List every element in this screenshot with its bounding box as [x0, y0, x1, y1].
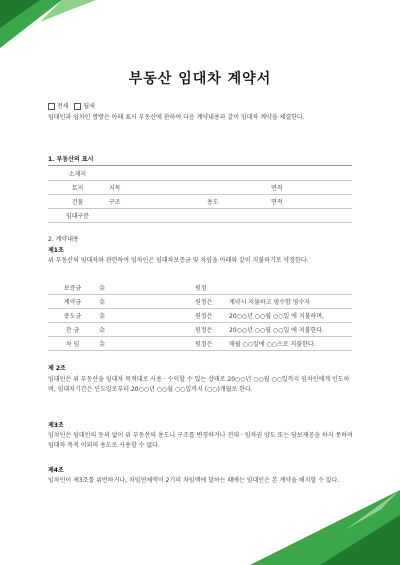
section1-divider [48, 165, 352, 166]
land-type-value[interactable] [141, 181, 269, 195]
payment-table [48, 281, 352, 351]
building-area-label: 면적 [269, 195, 313, 209]
jeonse-label: 전세 [57, 103, 69, 110]
payment-row-balance [48, 323, 352, 337]
top-left-green-decoration [0, 0, 400, 60]
payment-won: 원정은 [193, 337, 227, 351]
payment-won: 원정은 [193, 309, 227, 323]
land-area-value[interactable] [313, 181, 352, 195]
section1-heading: 1. 부동산의 표시 [48, 156, 94, 163]
article2-text: 임대인은 위 부동산을 임대차 목적대로 사용 · 수익할 수 있는 상태로 20○○년 ○○월 ○○일까지 임차인에게 인도하며, 임대차기간은 인도일로부터 20○○년 ○○월 ○○일까지 (○○)개월로 한다. [48, 376, 350, 393]
payment-row-down-payment [48, 295, 352, 309]
contract-type-options [48, 102, 95, 111]
rent-part-value[interactable] [107, 209, 352, 223]
rent-part-label: 임대구분 [48, 209, 107, 223]
payment-currency: 金 [97, 295, 193, 309]
building-label: 건물 [48, 195, 107, 209]
payment-label: 중도금 [48, 309, 97, 323]
payment-note[interactable]: 매월 ○○일에 ○○으로 지불한다. [227, 337, 352, 351]
structure-value[interactable] [141, 195, 205, 209]
payment-note[interactable] [227, 281, 352, 295]
article1-text: 위 부동산의 임대차와 관련하여 임차인은 임대차보증금 및 차임을 아래와 같이 지불하기로 약정한다. [48, 257, 309, 264]
property-table [48, 167, 352, 223]
payment-currency: 金 [97, 309, 193, 323]
payment-currency: 金 [97, 323, 193, 337]
payment-label: 계약금 [48, 295, 97, 309]
article3-text: 임차인은 임대인의 동의 없이 위 부동산의 용도나 구조를 변경하거나 전대 · 임차권 양도 또는 담보제공을 하지 못하며 임대차 목적 이외의 용도로 사용할 수 없다. [48, 432, 353, 449]
payment-label: 잔 금 [48, 323, 97, 337]
article4-text: 임차인이 제3조를 위반하거나, 차임연체액이 2기의 차임액에 달하는 때에는 임대인은 본 계약을 해지할 수 있다. [48, 477, 340, 484]
building-area-value[interactable] [313, 195, 352, 209]
intro-paragraph: 임대인과 임차인 쌍방은 아래 표시 부동산에 관하여 다음 계약내용과 같이 임대차 계약을 체결한다. [48, 114, 305, 121]
payment-currency: 金 [97, 337, 193, 351]
usage-label: 용도 [205, 195, 269, 209]
article2-title: 제 2조 [48, 365, 66, 372]
payment-label: 보증금 [48, 281, 97, 295]
land-area-label: 면적 [269, 181, 313, 195]
payment-row-interim [48, 309, 352, 323]
article4-title: 제4조 [48, 467, 64, 474]
structure-label: 구조 [107, 195, 141, 209]
payment-label: 차 임 [48, 337, 97, 351]
location-label: 소재지 [48, 167, 107, 181]
payment-row-rent [48, 337, 352, 351]
payment-currency: 金 [97, 281, 193, 295]
payment-won: 원정은 [193, 295, 227, 309]
wolse-checkbox[interactable] [74, 103, 81, 110]
wolse-label: 월세 [83, 103, 95, 110]
page-title: 부동산 임대차 계약서 [128, 71, 272, 87]
jeonse-checkbox[interactable] [48, 103, 55, 110]
bottom-right-green-decoration [0, 490, 400, 565]
land-label: 토지 [48, 181, 107, 195]
payment-note[interactable]: 20○○년 ○○월 ○○일 에 지불한다. [227, 323, 352, 337]
payment-won: 원정 [193, 281, 227, 295]
location-value[interactable] [107, 167, 352, 181]
section2-heading: 2. 계약내용 [48, 236, 79, 243]
payment-won: 원정은 [193, 323, 227, 337]
article3-title: 제3조 [48, 422, 64, 429]
payment-row-deposit [48, 281, 352, 295]
article1-title: 제1조 [48, 247, 64, 254]
payment-note[interactable]: 20○○년 ○○월 ○○일 에 지불하며, [227, 309, 352, 323]
payment-note[interactable]: 계약시 지불하고 영수함 영수자 [227, 295, 352, 309]
land-type-label: 지목 [107, 181, 141, 195]
